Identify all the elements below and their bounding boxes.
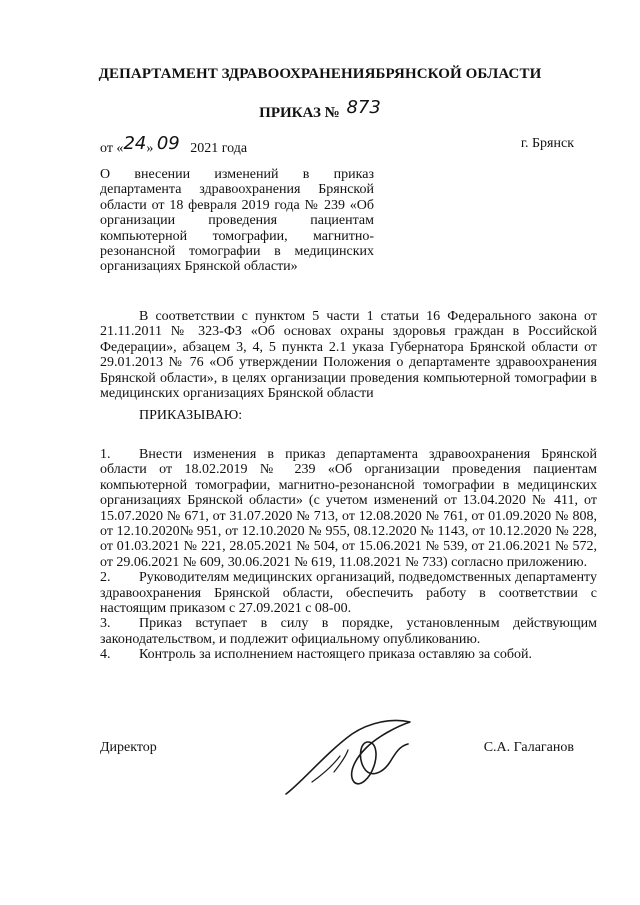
item-number: 2. xyxy=(100,570,111,586)
date-day-handwritten: 24 xyxy=(123,133,147,154)
order-number-handwritten: 873 xyxy=(346,97,381,118)
order-subject: О внесении изменений в приказ департамента здравоохранения Брянской области от 18 февраля 2019 года № 239 «Об организации проведения пациентам компьютерной томографии, магнитно-резонансной томографии в медицинских организациях Брянской области» xyxy=(100,167,374,275)
handwritten-signature xyxy=(282,712,416,804)
order-title xyxy=(0,97,640,122)
orders-word: ПРИКАЗЫВАЮ: xyxy=(139,408,243,423)
item-text: Приказ вступает в силу в порядке, установленным действующим законодательством, и подлежит официальному опубликованию. xyxy=(100,616,597,647)
item-number: 1. xyxy=(100,447,111,462)
city: г. Брянск xyxy=(520,136,574,151)
order-date xyxy=(100,133,248,157)
item-text: Внести изменения в приказ департамента здравоохранения Брянской области от 18.02.2019 № 239 «Об организации проведения пациентам компьютерной томографии, магнитно-резонансной томографии в медицинских организациях Брянской области» (с учетом изменений от 13.04.2020 № 411, от 15.07.2020 № 671, от 31.07.2020 № 713, от 12.08.2020 № 761, от 01.09.2020 № 808, от 12.10.2020№ 951, от 12.10.2020 № 955, 08.12.2020 № 1143, от 10.12.2020 № 228, от 01.03.2021 № 221, 28.05.2021 № 504, от 15.06.2021 № 539, от 21.06.2021 № 572, от 29.06.2021 № 609, 30.06.2021 № 619, 11.08.2021 № 733) согласно приложению. xyxy=(100,447,597,570)
item-number: 4. xyxy=(100,647,111,663)
order-item xyxy=(100,570,597,616)
item-number: 3. xyxy=(100,616,111,632)
order-label: ПРИКАЗ № xyxy=(259,105,340,121)
signer-position: Директор xyxy=(100,740,157,755)
date-month-handwritten: 09 xyxy=(156,133,180,154)
date-prefix: от « xyxy=(100,141,124,156)
signer-name: С.А. Галаганов xyxy=(483,740,574,755)
order-item xyxy=(100,647,597,662)
item-text: Контроль за исполнением настоящего приказа оставляю за собой. xyxy=(139,647,533,663)
preamble: В соответствии с пунктом 5 части 1 статьи 16 Федерального закона от 21.11.2011 № 323-ФЗ «Об основах охраны здоровья граждан в Российской Федерации», абзацем 3, 4, 5 пункта 2.1 указа Губернатора Брянской области от 29.01.2013 № 76 «Об утверждении Положения о департаменте здравоохранения Брянской области», в целях организации проведения компьютерной томографии в медицинских организациях Брянской области xyxy=(100,309,597,402)
order-items xyxy=(100,447,597,663)
order-item xyxy=(100,616,597,647)
date-mid: » xyxy=(146,141,154,156)
order-item xyxy=(100,447,597,570)
item-text: Руководителям медицинских организаций, подведомственных департаменту здравоохранения Брянской области, обеспечить работу в соответствии с настоящим приказом с 27.09.2021 с 08-00. xyxy=(100,570,597,617)
date-year: 2021 года xyxy=(190,141,248,156)
department-title: ДЕПАРТАМЕНТ ЗДРАВООХРАНЕНИЯБРЯНСКОЙ ОБЛАСТИ xyxy=(98,66,542,82)
